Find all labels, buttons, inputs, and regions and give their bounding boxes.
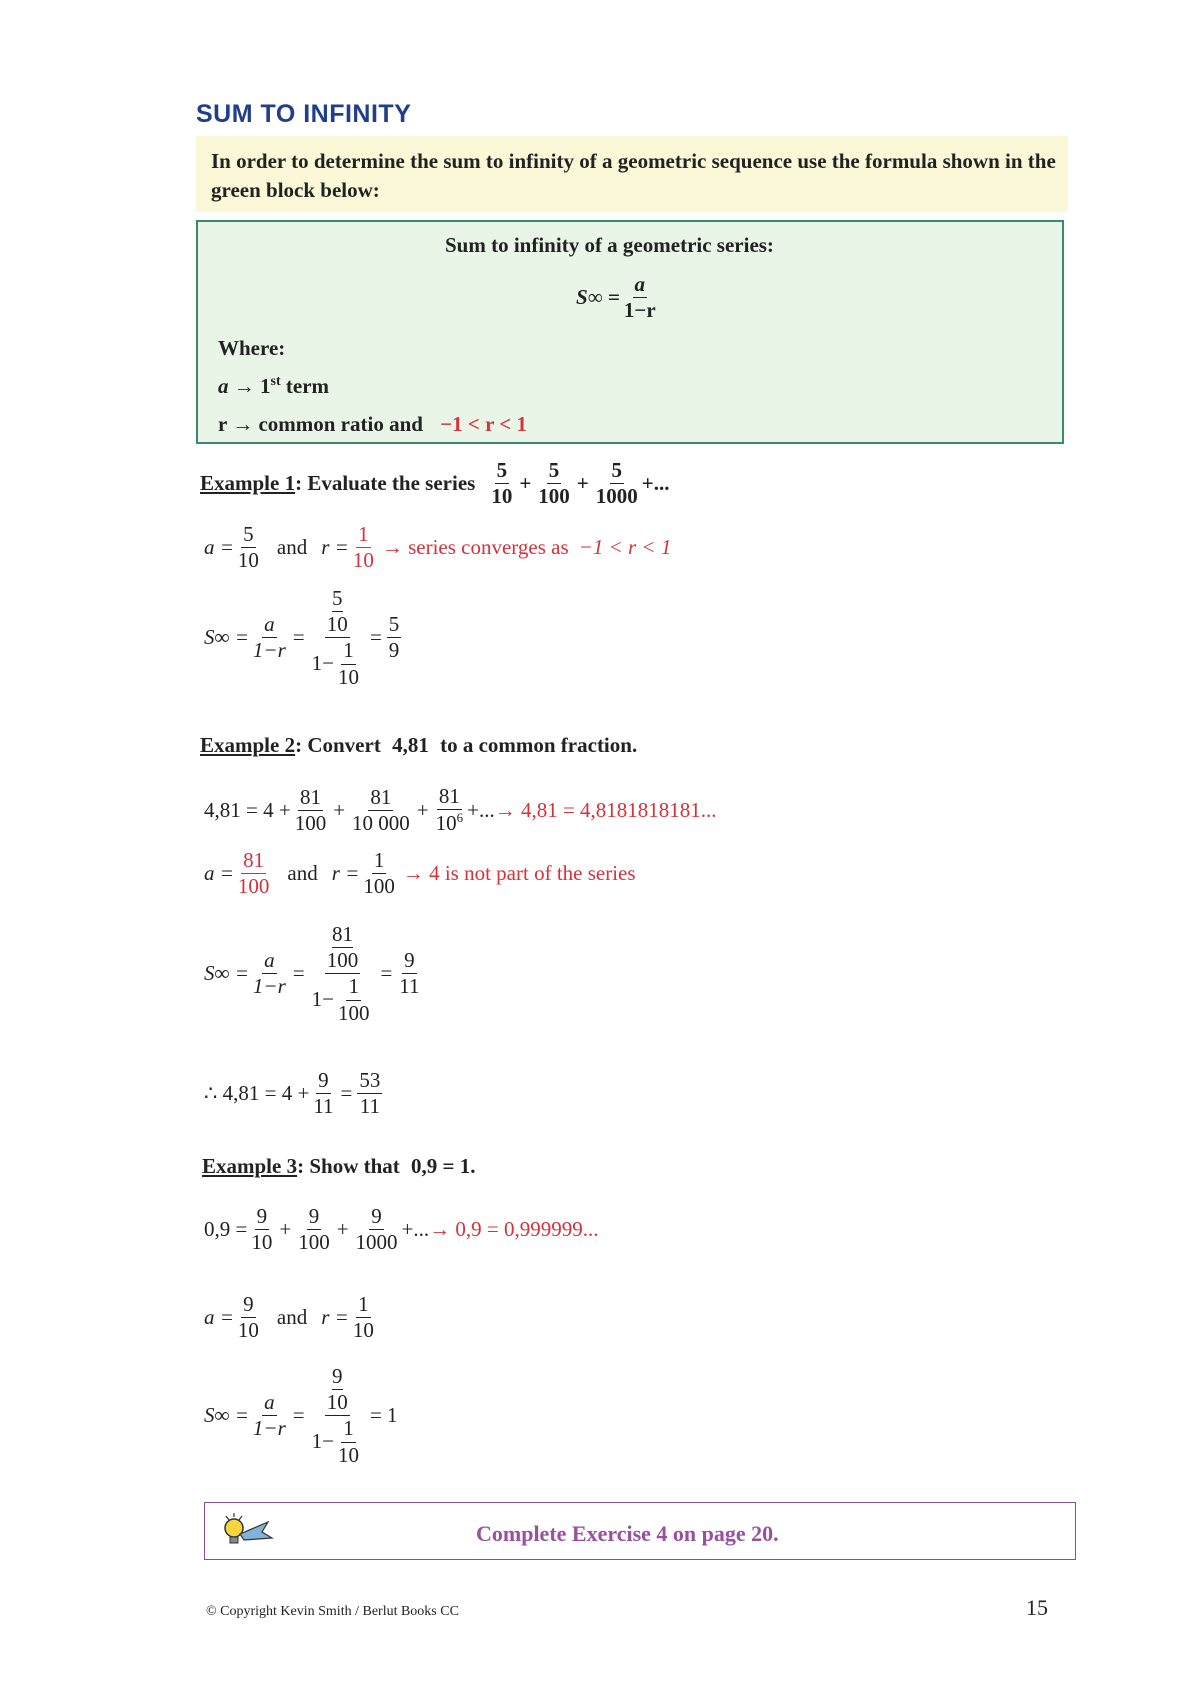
formula-fraction: $\frac{a}{1-r}$ [623, 272, 656, 323]
example3-a-and-r: a = $\frac{9}{10}$ and r = $\frac{1}{10}$ [204, 1292, 374, 1343]
definition-a: a → 1st term [218, 374, 330, 398]
example2-a-and-r: a = $\frac{81}{100}$ and r = $\frac{1}{100}$ → 4 is not part of the series [204, 848, 636, 899]
example3-title: Example 3: Show that 0,9 = 1. [202, 1154, 476, 1178]
example2-expansion: 4,81 = 4 + $\frac{81}{100}$ + $\frac{81}{10 000}$ + $\frac{81}{10^6}$ +... → 4,81 = 4,8181818181... [204, 784, 717, 836]
page-number: 15 [1026, 1595, 1048, 1620]
example1-a-and-r: a = $\frac{5}{10}$ and r = $\frac{1}{10}$ → series converges as −1 < r < 1 [204, 522, 672, 573]
page-title: SUM TO INFINITY [196, 100, 412, 128]
formula-expression: S∞ = $\frac{a}{1-r}$ [576, 272, 656, 323]
copyright: © Copyright Kevin Smith / Berlut Books CC [206, 1604, 459, 1619]
example2-sum: S∞ = $\frac{a}{1-r}$ = 81 100 1− $\frac{1}{100}$ = $\frac{9}{11}$ [204, 922, 420, 1025]
example1-sum: S∞ = $\frac{a}{1-r}$ = 5 10 1− $\frac{1}{10}$ = $\frac{5}{9}$ [204, 586, 400, 689]
definition-r: r → common ratio and −1 < r < 1 [218, 412, 528, 436]
where-label: Where: [218, 336, 286, 360]
intro-text: In order to determine the sum to infinity of a geometric sequence use the formula shown in the green block below: [211, 149, 1056, 202]
example3-expansion: 0,9 = $\frac{9}{10}$ + $\frac{9}{100}$ + $\frac{9}{1000}$ +... → 0,9 = 0,999999... [204, 1204, 599, 1255]
formula-title: Sum to infinity of a geometric series: [445, 233, 774, 257]
exercise-note: Complete Exercise 4 on page 20. [476, 1521, 779, 1546]
example2-therefore: ∴ 4,81 = 4 + $\frac{9}{11}$ = $\frac{53}{11}$ [204, 1068, 381, 1119]
example3-sum: S∞ = $\frac{a}{1-r}$ = 9 10 1− $\frac{1}{10}$ = 1 [204, 1364, 398, 1467]
example1-title: Example 1: Evaluate the series $\frac{5}{10}$ + $\frac{5}{100}$ + $\frac{5}{1000}$ +... [200, 458, 670, 509]
example2-title: Example 2: Convert 4,81 to a common fraction. [200, 733, 638, 757]
lightbulb-icon [218, 1508, 276, 1561]
